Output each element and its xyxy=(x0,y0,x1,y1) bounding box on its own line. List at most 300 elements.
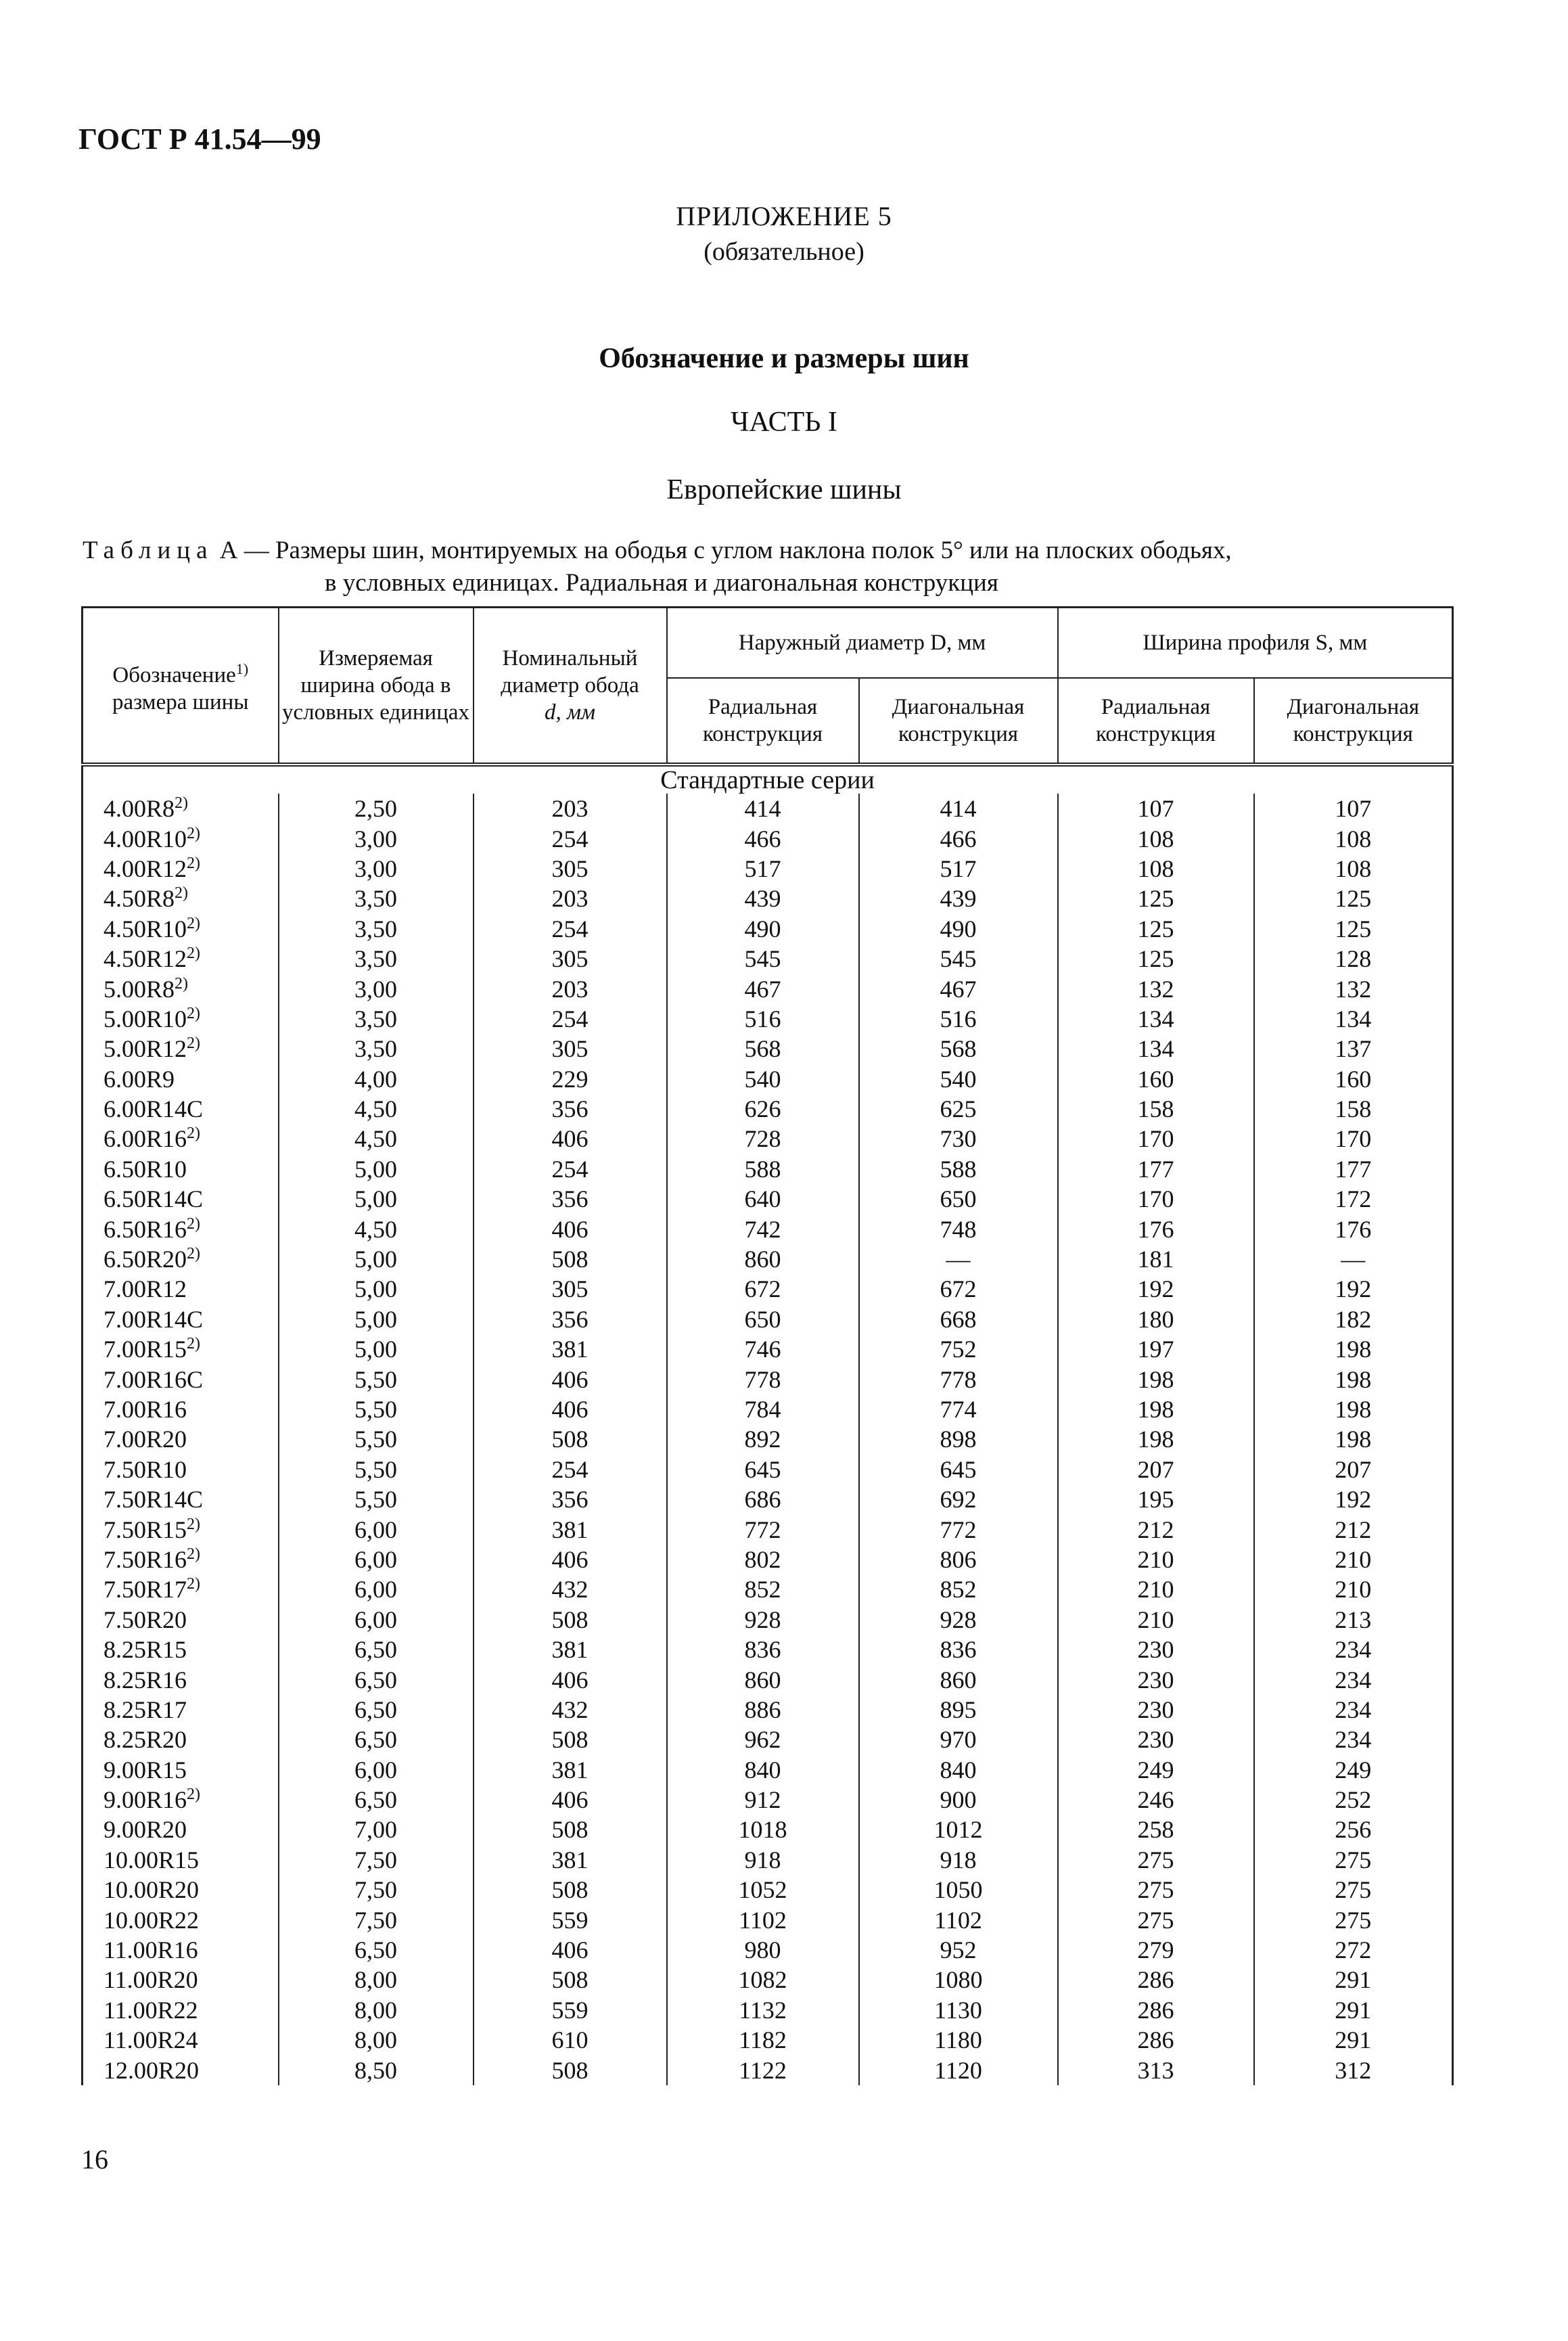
designation-cell xyxy=(83,1244,279,1274)
outer-diameter-diagonal-cell: 730 xyxy=(859,1124,1058,1154)
designation-text: 7.50R16 xyxy=(103,1545,187,1573)
designation-text: 4.00R12 xyxy=(103,855,187,882)
designation-text: 8.25R15 xyxy=(103,1636,187,1664)
designation-text: 10.00R22 xyxy=(103,1906,200,1934)
outer-diameter-radial-cell: 928 xyxy=(667,1605,859,1635)
nominal-diameter-cell: 508 xyxy=(474,2055,667,2085)
outer-diameter-diagonal-cell: 466 xyxy=(859,823,1058,853)
nominal-diameter-cell: 305 xyxy=(474,1274,667,1304)
rim-width-cell: 3,50 xyxy=(279,884,474,913)
designation-cell xyxy=(83,1274,279,1304)
designation-text: 9.00R16 xyxy=(103,1786,187,1814)
nominal-diameter-cell: 254 xyxy=(474,1004,667,1034)
profile-width-diagonal-cell: 234 xyxy=(1254,1695,1453,1725)
designation-text: 5.00R12 xyxy=(103,1035,187,1063)
profile-width-radial-cell: 286 xyxy=(1058,1965,1254,1995)
designation-text: 7.00R16 xyxy=(103,1396,187,1423)
designation-text: 8.25R17 xyxy=(103,1696,187,1723)
header-designation-text: Обозначение xyxy=(112,662,236,687)
outer-diameter-diagonal-cell: 898 xyxy=(859,1424,1058,1454)
footnote-marker: 2) xyxy=(187,1515,201,1533)
header-designation-note: 1) xyxy=(235,660,249,677)
nominal-diameter-cell: 432 xyxy=(474,1574,667,1604)
designation-cell xyxy=(83,944,279,974)
table-row xyxy=(83,1514,1453,1544)
table-row xyxy=(83,1364,1453,1394)
table-row xyxy=(83,823,1453,853)
designation-cell xyxy=(83,1455,279,1484)
designation-cell xyxy=(83,1875,279,1905)
designation-text: 7.00R16C xyxy=(103,1365,204,1393)
profile-width-diagonal-cell: 108 xyxy=(1254,854,1453,884)
rim-width-cell: 5,00 xyxy=(279,1334,474,1364)
profile-width-radial-cell: 275 xyxy=(1058,1905,1254,1934)
outer-diameter-diagonal-cell: 918 xyxy=(859,1845,1058,1875)
profile-width-diagonal-cell: 291 xyxy=(1254,1965,1453,1995)
designation-cell xyxy=(83,1664,279,1694)
nominal-diameter-cell: 356 xyxy=(474,1484,667,1514)
rim-width-cell: 6,00 xyxy=(279,1605,474,1635)
designation-cell xyxy=(83,1935,279,1965)
designation-cell xyxy=(83,1755,279,1785)
profile-width-diagonal-cell: 291 xyxy=(1254,1995,1453,2025)
profile-width-radial-cell: 230 xyxy=(1058,1664,1254,1694)
profile-width-diagonal-cell: 198 xyxy=(1254,1364,1453,1394)
designation-text: 7.50R10 xyxy=(103,1455,187,1483)
caption-label: Таблица xyxy=(83,537,214,564)
table-row xyxy=(83,1124,1453,1154)
designation-cell xyxy=(83,914,279,944)
nominal-diameter-cell: 508 xyxy=(474,1424,667,1454)
footnote-marker: 2) xyxy=(187,1786,201,1804)
table-row xyxy=(83,1424,1453,1454)
rim-width-cell: 5,00 xyxy=(279,1304,474,1334)
designation-text: 11.00R20 xyxy=(103,1966,198,1994)
rim-width-cell: 3,50 xyxy=(279,914,474,944)
designation-cell xyxy=(83,1064,279,1094)
footnote-marker: 2) xyxy=(187,854,201,872)
outer-diameter-diagonal-cell: — xyxy=(859,1244,1058,1274)
profile-width-diagonal-cell: 172 xyxy=(1254,1184,1453,1214)
outer-diameter-diagonal-cell: 439 xyxy=(859,884,1058,913)
designation-text: 4.00R10 xyxy=(103,825,187,853)
designation-text: 6.00R16 xyxy=(103,1125,187,1153)
rim-width-cell: 6,00 xyxy=(279,1574,474,1604)
nominal-diameter-cell: 508 xyxy=(474,1244,667,1274)
table-row xyxy=(83,1755,1453,1785)
profile-width-diagonal-cell: 134 xyxy=(1254,1004,1453,1034)
rim-width-cell: 4,50 xyxy=(279,1094,474,1124)
outer-diameter-radial-cell: 626 xyxy=(667,1094,859,1124)
profile-width-radial-cell: 210 xyxy=(1058,1545,1254,1574)
profile-width-diagonal-cell: 182 xyxy=(1254,1304,1453,1334)
designation-text: 11.00R22 xyxy=(103,1996,198,2024)
profile-width-radial-cell: 249 xyxy=(1058,1755,1254,1785)
table-row xyxy=(83,884,1453,913)
designation-text: 7.50R14C xyxy=(103,1486,204,1514)
outer-diameter-radial-cell: 645 xyxy=(667,1455,859,1484)
outer-diameter-diagonal-cell: 836 xyxy=(859,1635,1058,1664)
profile-width-radial-cell: 230 xyxy=(1058,1695,1254,1725)
rim-width-cell: 5,50 xyxy=(279,1424,474,1454)
profile-width-radial-cell: 192 xyxy=(1058,1274,1254,1304)
designation-cell xyxy=(83,854,279,884)
profile-width-radial-cell: 246 xyxy=(1058,1785,1254,1815)
designation-text: 5.00R8 xyxy=(103,975,175,1003)
outer-diameter-radial-cell: 778 xyxy=(667,1364,859,1394)
nominal-diameter-cell: 508 xyxy=(474,1605,667,1635)
outer-diameter-radial-cell: 414 xyxy=(667,794,859,823)
rim-width-cell: 8,00 xyxy=(279,1995,474,2025)
profile-width-radial-cell: 181 xyxy=(1058,1244,1254,1274)
profile-width-radial-cell: 132 xyxy=(1058,974,1254,1003)
profile-width-radial-cell: 286 xyxy=(1058,2025,1254,2055)
profile-width-radial-cell: 170 xyxy=(1058,1184,1254,1214)
designation-text: 6.50R14C xyxy=(103,1185,204,1213)
nominal-diameter-cell: 381 xyxy=(474,1845,667,1875)
designation-cell xyxy=(83,1334,279,1364)
table-row xyxy=(83,1664,1453,1694)
designation-text: 4.50R8 xyxy=(103,885,175,913)
table-row xyxy=(83,854,1453,884)
profile-width-radial-cell: 170 xyxy=(1058,1124,1254,1154)
outer-diameter-diagonal-cell: 895 xyxy=(859,1695,1058,1725)
nominal-diameter-cell: 254 xyxy=(474,914,667,944)
profile-width-radial-cell: 286 xyxy=(1058,1995,1254,2025)
table-row xyxy=(83,1845,1453,1875)
profile-width-diagonal-cell: 128 xyxy=(1254,944,1453,974)
designation-cell xyxy=(83,884,279,913)
table-row xyxy=(83,1574,1453,1604)
profile-width-diagonal-cell: 291 xyxy=(1254,2025,1453,2055)
profile-width-radial-cell: 158 xyxy=(1058,1094,1254,1124)
outer-diameter-radial-cell: 1082 xyxy=(667,1965,859,1995)
profile-width-diagonal-cell: 234 xyxy=(1254,1664,1453,1694)
rim-width-cell: 6,00 xyxy=(279,1755,474,1785)
designation-cell xyxy=(83,1605,279,1635)
outer-diameter-diagonal-cell: 517 xyxy=(859,854,1058,884)
table-row xyxy=(83,1334,1453,1364)
table-row xyxy=(83,1184,1453,1214)
nominal-diameter-cell: 305 xyxy=(474,1034,667,1064)
profile-width-diagonal-cell: 108 xyxy=(1254,823,1453,853)
part-title: ЧАСТЬ I xyxy=(731,407,837,438)
footnote-marker: 2) xyxy=(187,1214,201,1233)
nominal-diameter-cell: 406 xyxy=(474,1214,667,1244)
rim-width-cell: 5,50 xyxy=(279,1394,474,1424)
outer-diameter-radial-cell: 918 xyxy=(667,1845,859,1875)
outer-diameter-radial-cell: 886 xyxy=(667,1695,859,1725)
rim-width-cell: 6,50 xyxy=(279,1635,474,1664)
profile-width-radial-cell: 210 xyxy=(1058,1574,1254,1604)
caption-line-1 xyxy=(83,535,1503,567)
nominal-diameter-cell: 406 xyxy=(474,1545,667,1574)
profile-width-diagonal-cell: 132 xyxy=(1254,974,1453,1003)
designation-cell xyxy=(83,1574,279,1604)
footnote-marker: 2) xyxy=(187,1545,201,1563)
footnote-marker: 2) xyxy=(187,1575,201,1593)
profile-width-radial-cell: 230 xyxy=(1058,1635,1254,1664)
header-designation xyxy=(83,608,279,765)
table-row xyxy=(83,1785,1453,1815)
rim-width-cell: 3,50 xyxy=(279,1004,474,1034)
footnote-marker: 2) xyxy=(187,1245,201,1263)
outer-diameter-radial-cell: 540 xyxy=(667,1064,859,1094)
designation-cell xyxy=(83,823,279,853)
designation-text: 4.50R12 xyxy=(103,945,187,973)
rim-width-cell: 5,50 xyxy=(279,1364,474,1394)
nominal-diameter-cell: 356 xyxy=(474,1304,667,1334)
profile-width-diagonal-cell: 125 xyxy=(1254,884,1453,913)
profile-width-radial-cell: 198 xyxy=(1058,1424,1254,1454)
outer-diameter-diagonal-cell: 752 xyxy=(859,1334,1058,1364)
outer-diameter-radial-cell: 466 xyxy=(667,823,859,853)
profile-width-diagonal-cell: 234 xyxy=(1254,1635,1453,1664)
outer-diameter-diagonal-cell: 588 xyxy=(859,1154,1058,1184)
designation-cell xyxy=(83,1424,279,1454)
nominal-diameter-cell: 559 xyxy=(474,1905,667,1934)
table-row xyxy=(83,1034,1453,1064)
outer-diameter-radial-cell: 568 xyxy=(667,1034,859,1064)
outer-diameter-radial-cell: 517 xyxy=(667,854,859,884)
nominal-diameter-cell: 254 xyxy=(474,1455,667,1484)
header-rim-width: Измеряемая ширина обода в условных единицах xyxy=(279,608,474,765)
profile-width-radial-cell: 160 xyxy=(1058,1064,1254,1094)
outer-diameter-radial-cell: 1132 xyxy=(667,1995,859,2025)
table-row xyxy=(83,1244,1453,1274)
footnote-marker: 2) xyxy=(187,1335,201,1353)
header-designation-text-2: размера шины xyxy=(112,689,249,714)
tire-size-table xyxy=(81,606,1454,2085)
profile-width-diagonal-cell: 137 xyxy=(1254,1034,1453,1064)
table-row xyxy=(83,1455,1453,1484)
nominal-diameter-cell: 559 xyxy=(474,1995,667,2025)
footnote-marker: 2) xyxy=(187,1035,201,1053)
outer-diameter-diagonal-cell: 467 xyxy=(859,974,1058,1003)
profile-width-diagonal-cell: — xyxy=(1254,1244,1453,1274)
designation-cell xyxy=(83,1815,279,1844)
rim-width-cell: 5,50 xyxy=(279,1455,474,1484)
profile-width-diagonal-cell: 275 xyxy=(1254,1905,1453,1934)
outer-diameter-radial-cell: 746 xyxy=(667,1334,859,1364)
outer-diameter-radial-cell: 836 xyxy=(667,1635,859,1664)
designation-text: 10.00R15 xyxy=(103,1846,200,1873)
outer-diameter-diagonal-cell: 1120 xyxy=(859,2055,1058,2085)
profile-width-diagonal-cell: 198 xyxy=(1254,1334,1453,1364)
designation-cell xyxy=(83,1094,279,1124)
nominal-diameter-cell: 381 xyxy=(474,1514,667,1544)
outer-diameter-radial-cell: 1052 xyxy=(667,1875,859,1905)
rim-width-cell: 3,00 xyxy=(279,823,474,853)
profile-width-diagonal-cell: 198 xyxy=(1254,1394,1453,1424)
outer-diameter-diagonal-cell: 672 xyxy=(859,1274,1058,1304)
nominal-diameter-cell: 406 xyxy=(474,1124,667,1154)
designation-text: 7.00R14C xyxy=(103,1305,204,1333)
outer-diameter-diagonal-cell: 806 xyxy=(859,1545,1058,1574)
appendix-subtitle: (обязательное) xyxy=(704,237,864,266)
designation-text: 8.25R20 xyxy=(103,1726,187,1754)
profile-width-radial-cell: 212 xyxy=(1058,1514,1254,1544)
outer-diameter-diagonal-cell: 1180 xyxy=(859,2025,1058,2055)
table-row xyxy=(83,1304,1453,1334)
designation-cell xyxy=(83,2025,279,2055)
table-row xyxy=(83,2055,1453,2085)
footnote-marker: 2) xyxy=(187,1124,201,1143)
designation-cell xyxy=(83,1845,279,1875)
designation-text: 10.00R20 xyxy=(103,1876,200,1904)
designation-cell xyxy=(83,1364,279,1394)
outer-diameter-diagonal-cell: 490 xyxy=(859,914,1058,944)
designation-cell xyxy=(83,1184,279,1214)
profile-width-radial-cell: 230 xyxy=(1058,1725,1254,1754)
outer-diameter-diagonal-cell: 928 xyxy=(859,1605,1058,1635)
table-row xyxy=(83,1154,1453,1184)
profile-width-diagonal-cell: 210 xyxy=(1254,1574,1453,1604)
profile-width-diagonal-cell: 312 xyxy=(1254,2055,1453,2085)
outer-diameter-diagonal-cell: 900 xyxy=(859,1785,1058,1815)
outer-diameter-radial-cell: 672 xyxy=(667,1274,859,1304)
profile-width-radial-cell: 108 xyxy=(1058,823,1254,853)
outer-diameter-diagonal-cell: 952 xyxy=(859,1935,1058,1965)
outer-diameter-diagonal-cell: 970 xyxy=(859,1725,1058,1754)
nominal-diameter-cell: 203 xyxy=(474,884,667,913)
designation-cell xyxy=(83,1394,279,1424)
designation-cell xyxy=(83,1484,279,1514)
designation-cell xyxy=(83,1004,279,1034)
header-od-diagonal: Диагональная конструкция xyxy=(859,678,1058,765)
table-row xyxy=(83,1004,1453,1034)
designation-cell xyxy=(83,1995,279,2025)
outer-diameter-diagonal-cell: 772 xyxy=(859,1514,1058,1544)
profile-width-diagonal-cell: 176 xyxy=(1254,1214,1453,1244)
designation-cell xyxy=(83,1695,279,1725)
profile-width-radial-cell: 107 xyxy=(1058,794,1254,823)
profile-width-diagonal-cell: 158 xyxy=(1254,1094,1453,1124)
outer-diameter-radial-cell: 1018 xyxy=(667,1815,859,1844)
outer-diameter-radial-cell: 912 xyxy=(667,1785,859,1815)
profile-width-radial-cell: 275 xyxy=(1058,1845,1254,1875)
profile-width-diagonal-cell: 212 xyxy=(1254,1514,1453,1544)
document-id: ГОСТ Р 41.54—99 xyxy=(78,122,321,156)
profile-width-radial-cell: 134 xyxy=(1058,1004,1254,1034)
outer-diameter-diagonal-cell: 1012 xyxy=(859,1815,1058,1844)
table-row xyxy=(83,944,1453,974)
section-title: Обозначение и размеры шин xyxy=(599,343,969,374)
rim-width-cell: 8,50 xyxy=(279,2055,474,2085)
table-row xyxy=(83,914,1453,944)
table-row xyxy=(83,1605,1453,1635)
designation-cell xyxy=(83,1304,279,1334)
footnote-marker: 2) xyxy=(175,794,189,813)
footnote-marker: 2) xyxy=(187,914,201,932)
designation-text: 7.50R17 xyxy=(103,1576,187,1604)
header-nominal-diameter-text: Номинальный диаметр обода xyxy=(501,646,639,698)
outer-diameter-diagonal-cell: 692 xyxy=(859,1484,1058,1514)
footnote-marker: 2) xyxy=(175,884,189,903)
designation-text: 8.25R16 xyxy=(103,1666,187,1694)
rim-width-cell: 5,00 xyxy=(279,1154,474,1184)
caption-line-2: в условных единицах. Радиальная и диагональная конструкция xyxy=(325,569,998,597)
designation-text: 7.00R15 xyxy=(103,1336,187,1363)
designation-text: 11.00R16 xyxy=(103,1936,198,1964)
table-caption xyxy=(83,535,1503,599)
rim-width-cell: 6,00 xyxy=(279,1514,474,1544)
rim-width-cell: 6,00 xyxy=(279,1545,474,1574)
outer-diameter-diagonal-cell: 1130 xyxy=(859,1995,1058,2025)
table-row xyxy=(83,1394,1453,1424)
nominal-diameter-cell: 406 xyxy=(474,1364,667,1394)
designation-cell xyxy=(83,1785,279,1815)
designation-text: 6.00R14C xyxy=(103,1095,204,1123)
nominal-diameter-cell: 229 xyxy=(474,1064,667,1094)
nominal-diameter-cell: 508 xyxy=(474,1875,667,1905)
designation-cell xyxy=(83,1725,279,1754)
designation-text: 4.50R10 xyxy=(103,915,187,942)
part-subtitle: Европейские шины xyxy=(666,474,902,505)
nominal-diameter-cell: 254 xyxy=(474,823,667,853)
rim-width-cell: 3,00 xyxy=(279,854,474,884)
designation-text: 7.50R20 xyxy=(103,1606,187,1633)
rim-width-cell: 6,50 xyxy=(279,1935,474,1965)
outer-diameter-diagonal-cell: 774 xyxy=(859,1394,1058,1424)
profile-width-diagonal-cell: 107 xyxy=(1254,794,1453,823)
outer-diameter-diagonal-cell: 650 xyxy=(859,1184,1058,1214)
outer-diameter-diagonal-cell: 540 xyxy=(859,1064,1058,1094)
rim-width-cell: 4,50 xyxy=(279,1214,474,1244)
header-pw-radial: Радиальная конструкция xyxy=(1058,678,1254,765)
outer-diameter-diagonal-cell: 668 xyxy=(859,1304,1058,1334)
rim-width-cell: 8,00 xyxy=(279,1965,474,1995)
nominal-diameter-cell: 432 xyxy=(474,1695,667,1725)
outer-diameter-radial-cell: 802 xyxy=(667,1545,859,1574)
designation-cell xyxy=(83,1214,279,1244)
designation-text: 7.50R15 xyxy=(103,1516,187,1543)
outer-diameter-diagonal-cell: 516 xyxy=(859,1004,1058,1034)
profile-width-radial-cell: 125 xyxy=(1058,914,1254,944)
header-nominal-diameter-unit: d, мм xyxy=(544,700,596,725)
designation-text: 6.00R9 xyxy=(103,1065,175,1093)
table-row xyxy=(83,1905,1453,1934)
rim-width-cell: 7,50 xyxy=(279,1905,474,1934)
outer-diameter-radial-cell: 860 xyxy=(667,1664,859,1694)
nominal-diameter-cell: 254 xyxy=(474,1154,667,1184)
nominal-diameter-cell: 381 xyxy=(474,1755,667,1785)
caption-text-1: А — Размеры шин, монтируемых на ободья с углом наклона полок 5° или на плоских ободьях, xyxy=(219,537,1232,564)
profile-width-radial-cell: 210 xyxy=(1058,1605,1254,1635)
outer-diameter-radial-cell: 686 xyxy=(667,1484,859,1514)
outer-diameter-diagonal-cell: 625 xyxy=(859,1094,1058,1124)
profile-width-radial-cell: 125 xyxy=(1058,884,1254,913)
table-row xyxy=(83,1935,1453,1965)
rim-width-cell: 5,50 xyxy=(279,1484,474,1514)
nominal-diameter-cell: 356 xyxy=(474,1094,667,1124)
outer-diameter-diagonal-cell: 748 xyxy=(859,1214,1058,1244)
designation-cell xyxy=(83,2055,279,2085)
page-number: 16 xyxy=(81,2144,108,2175)
nominal-diameter-cell: 356 xyxy=(474,1184,667,1214)
section-row xyxy=(83,765,1453,794)
profile-width-diagonal-cell: 192 xyxy=(1254,1484,1453,1514)
rim-width-cell: 6,50 xyxy=(279,1785,474,1815)
nominal-diameter-cell: 406 xyxy=(474,1935,667,1965)
outer-diameter-radial-cell: 467 xyxy=(667,974,859,1003)
rim-width-cell: 3,50 xyxy=(279,1034,474,1064)
nominal-diameter-cell: 406 xyxy=(474,1785,667,1815)
outer-diameter-diagonal-cell: 568 xyxy=(859,1034,1058,1064)
outer-diameter-diagonal-cell: 1050 xyxy=(859,1875,1058,1905)
outer-diameter-radial-cell: 1182 xyxy=(667,2025,859,2055)
profile-width-radial-cell: 108 xyxy=(1058,854,1254,884)
